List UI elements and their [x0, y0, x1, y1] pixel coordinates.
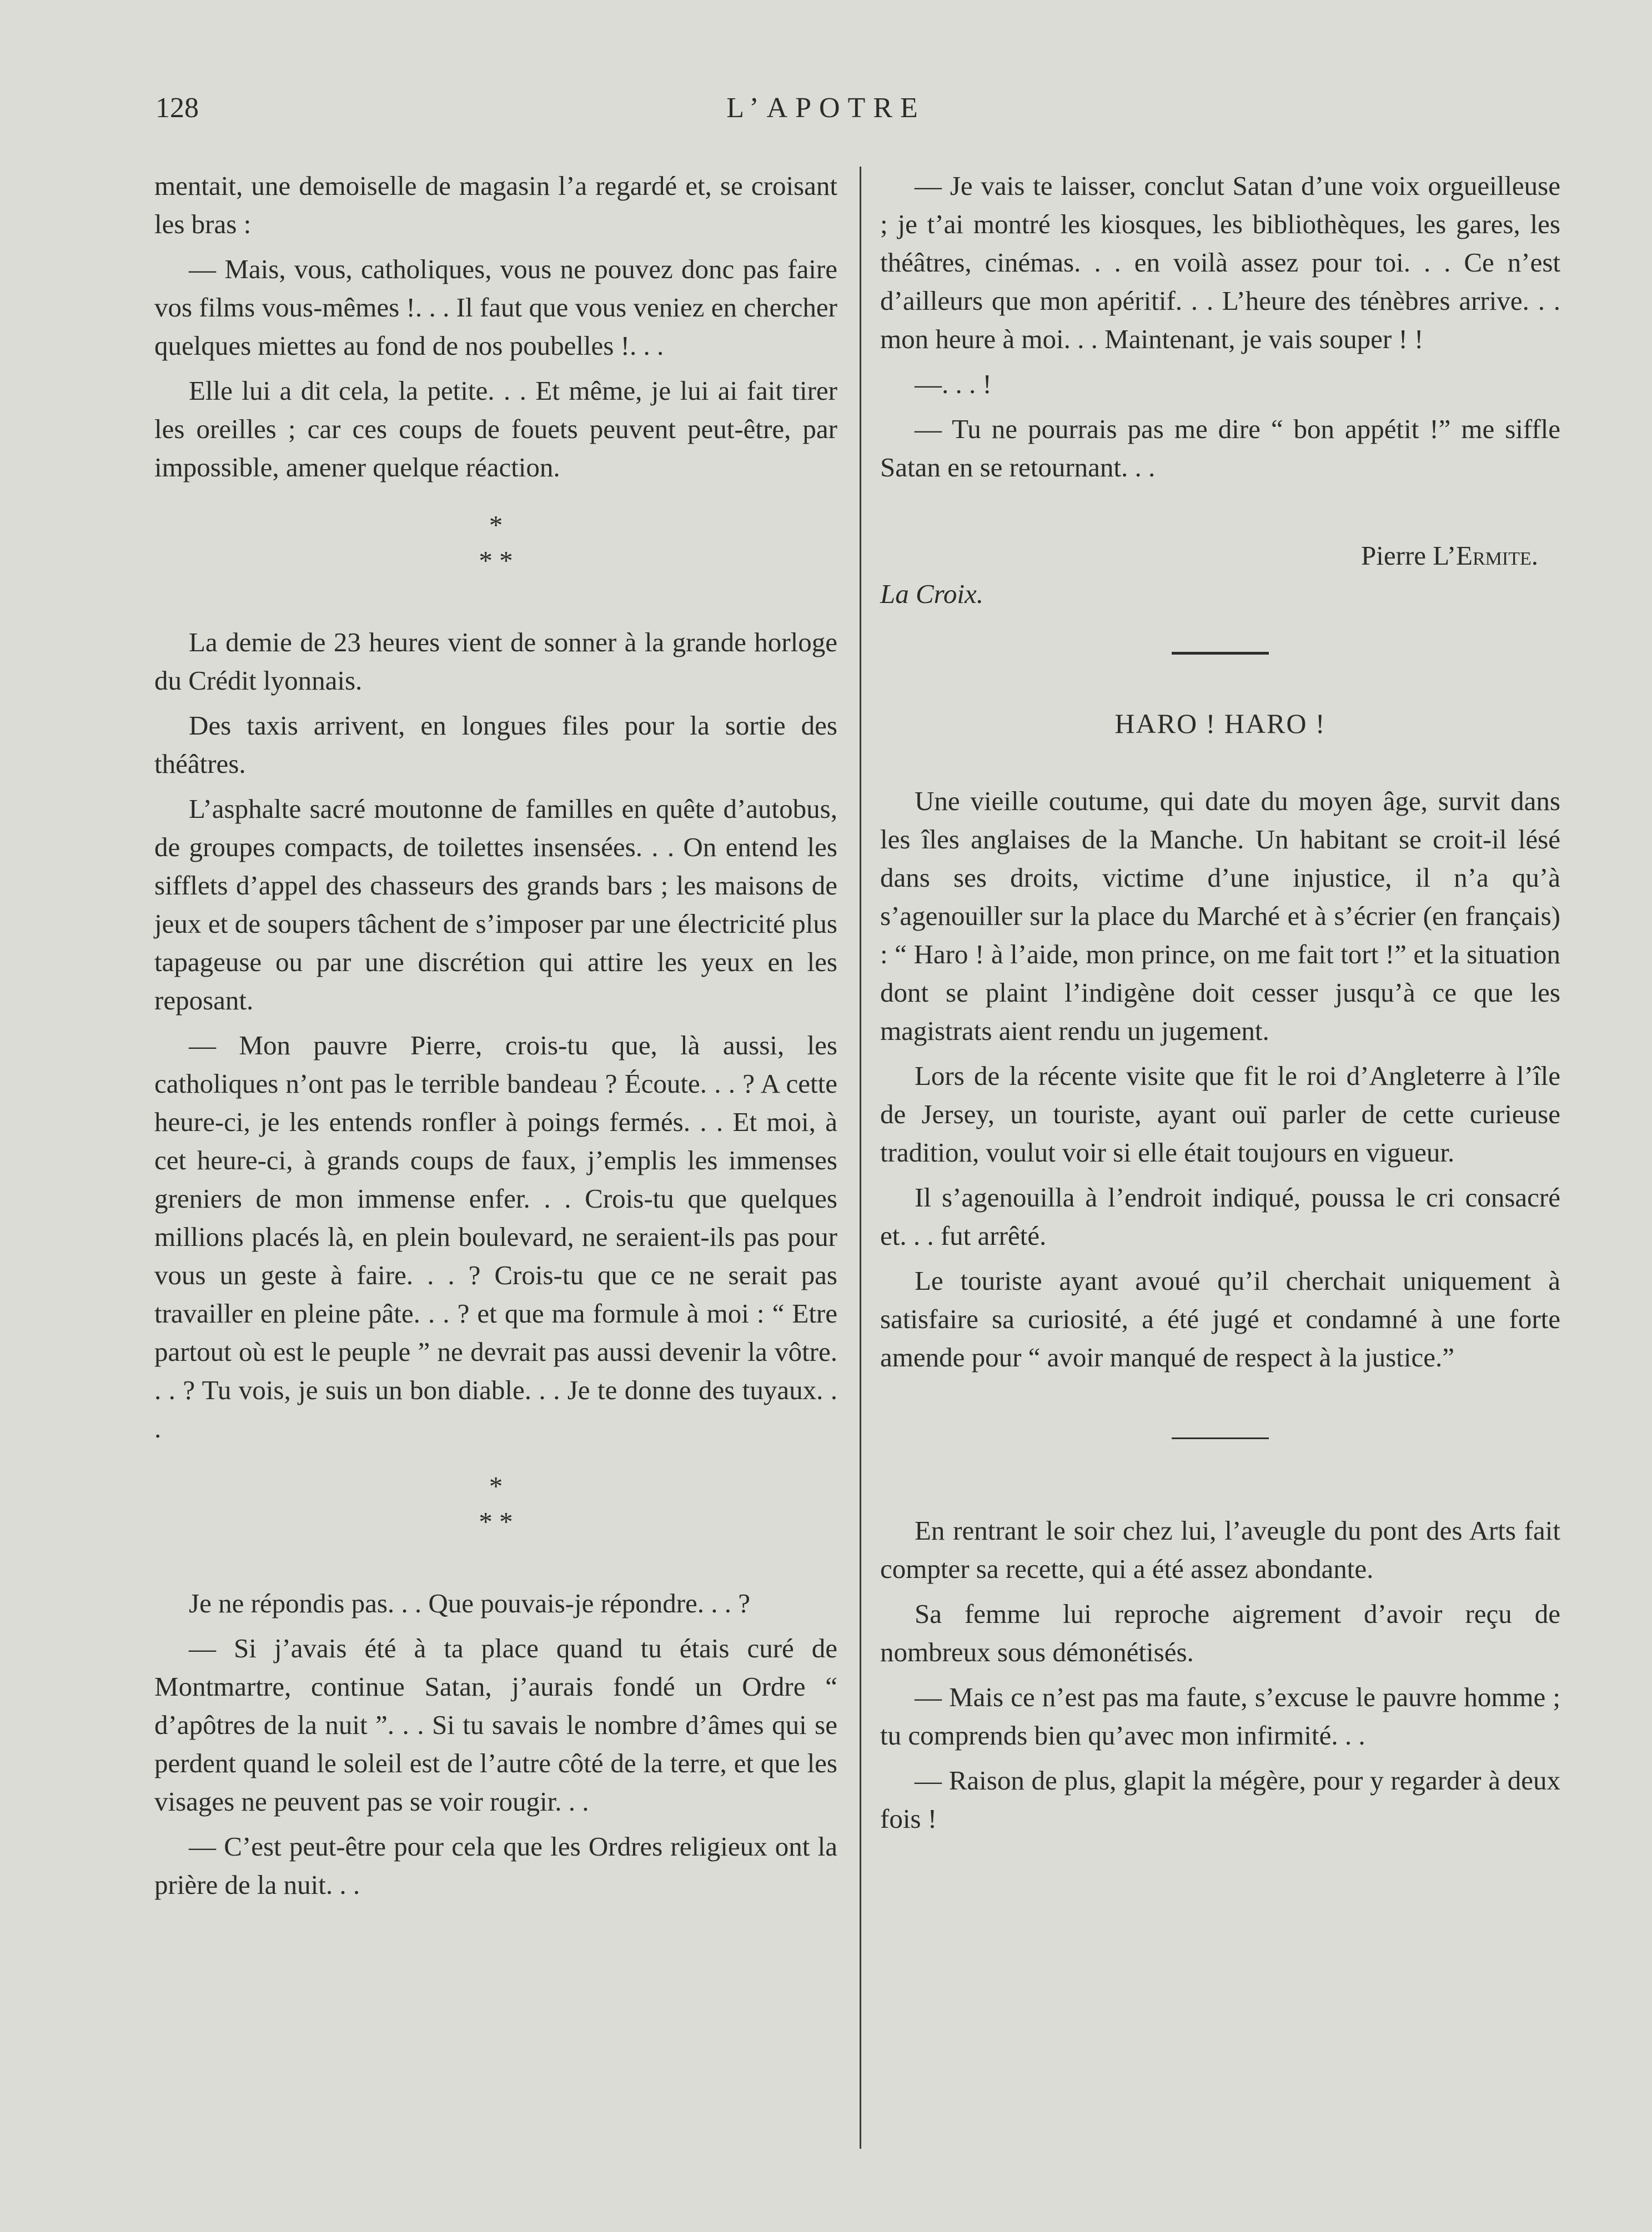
- section-break-asterism: [154, 507, 837, 579]
- signature-first: Pierre L’: [1361, 540, 1457, 571]
- paragraph: En rentrant le soir chez lui, l’aveugle du pont des Arts fait compter sa recette, qui a été assez abondante.: [880, 1515, 1560, 1584]
- asterism-top: *: [489, 1471, 503, 1501]
- paragraph: — Je vais te laisser, conclut Satan d’une voix orgueilleuse ; je t’ai montré les kiosques, les bibliothèques, les gares, les théâtres, cinémas. . . en voilà assez pour toi. . . Ce n’est d’ailleurs que mon apéritif. . . L’heure des ténèbres arrive. . . mon heure à moi. . . Maintenant, je vais souper ! !: [880, 170, 1560, 354]
- paragraph: Sa femme lui reproche aigrement d’avoir reçu de nombreux sous démonétisés.: [880, 1598, 1560, 1667]
- paragraph: — C’est peut-être pour cela que les Ordres religieux ont la prière de la nuit. . .: [154, 1831, 837, 1900]
- paragraph: mentait, une demoiselle de magasin l’a regardé et, se croisant les bras :: [154, 170, 837, 239]
- asterism-top: *: [489, 510, 503, 540]
- running-title: L’APOTRE: [726, 92, 926, 124]
- separator-rule: [1172, 652, 1269, 655]
- column-divider: [860, 167, 861, 2149]
- paragraph: Je ne répondis pas. . . Que pouvais-je répondre. . . ?: [189, 1588, 751, 1618]
- paragraph: Une vieille coutume, qui date du moyen âge, survit dans les îles anglaises de la Manche. Un habitant se croit-il lésé dans ses droits, victime d’une injustice, il n’a qu’à s’agenouiller sur la place du Marché et à s’écrier (en français) : “ Haro ! à l’aide, mon prince, on me fait tort !” et la situation dont se plaint l’indigène doit cesser jusqu’à ce que les magistrats aient rendu un jugement.: [880, 786, 1560, 1046]
- paragraph: — Mais ce n’est pas ma faute, s’excuse le pauvre homme ; tu comprends bien qu’avec mon infirmité. . .: [880, 1682, 1560, 1751]
- source-citation: La Croix.: [880, 579, 984, 609]
- paragraph: — Tu ne pourrais pas me dire “ bon appétit !” me siffle Satan en se retournant. . .: [880, 414, 1560, 482]
- paragraph: —. . . !: [915, 369, 992, 399]
- asterism-bottom: * *: [479, 545, 513, 576]
- paragraph: Le touriste ayant avoué qu’il cherchait uniquement à satisfaire sa curiosité, a été jugé et condamné à une forte amende pour “ avoir manqué de respect à la justice.”: [880, 1265, 1560, 1373]
- paragraph: Elle lui a dit cela, la petite. . . Et même, je lui ai fait tirer les oreilles ; car ces coups de fouets peuvent peut-être, par impossible, amener quelque réaction.: [154, 375, 837, 482]
- paragraph: — Raison de plus, glapit la mégère, pour y regarder à deux fois !: [880, 1765, 1560, 1834]
- paragraph: Lors de la récente visite que fit le roi d’Angleterre à l’île de Jersey, un touriste, ayant ouï parler de cette curieuse tradition, voulut voir si elle était toujours en vigueur.: [880, 1060, 1560, 1168]
- paragraph: L’asphalte sacré moutonne de familles en quête d’autobus, de groupes compacts, de toilettes insensées. . . On entend les sifflets d’appel des chasseurs des grands bars ; les maisons de jeux et de soupers tâchent de s’imposer par une électricité plus tapageuse ou par une discrétion qui attire les yeux en les reposant.: [154, 793, 837, 1016]
- paragraph: Il s’agenouilla à l’endroit indiqué, poussa le cri consacré et. . . fut arrêté.: [880, 1182, 1560, 1251]
- page-number: 128: [155, 92, 199, 124]
- right-column: [880, 167, 1560, 1844]
- paragraph: Des taxis arrivent, en longues files pour la sortie des théâtres.: [154, 710, 837, 779]
- paragraph: — Mais, vous, catholiques, vous ne pouvez donc pas faire vos films vous-mêmes !. . . Il faut que vous veniez en chercher quelques miettes au fond de nos poubelles !. . .: [154, 254, 837, 361]
- section-break-asterism: [154, 1469, 837, 1540]
- signature-last: Ermite.: [1456, 540, 1538, 571]
- author-signature: [880, 536, 1538, 575]
- paragraph: La demie de 23 heures vient de sonner à la grande horloge du Crédit lyonnais.: [154, 627, 837, 696]
- asterism-bottom: * *: [479, 1506, 513, 1537]
- separator-rule: [1172, 1437, 1269, 1439]
- left-column: [154, 167, 837, 1911]
- section-title: HARO ! HARO !: [1114, 708, 1326, 739]
- paragraph: — Si j’avais été à ta place quand tu étais curé de Montmartre, continue Satan, j’aurais fondé un Ordre “ d’apôtres de la nuit ”. . . Si tu savais le nombre d’âmes qui se perdent quand le soleil est de l’autre côté de la terre, et que les visages ne peuvent pas se voir rougir. . .: [154, 1633, 837, 1817]
- paragraph: — Mon pauvre Pierre, crois-tu que, là aussi, les catholiques n’ont pas le terrible bandeau ? Écoute. . . ? A cette heure-ci, je les entends ronfler à poings fermés. . . Et moi, à cet heure-ci, à grands coups de faux, j’emplis les immenses greniers de mon immense enfer. . . Crois-tu que quelques millions placés là, en plein boulevard, ne seraient-ils pas pour vous un geste à faire. . . ? Crois-tu que ce ne serait pas travailler en pleine pâte. . . ? et que ma formule à moi : “ Etre partout où est le peuple ” ne devrait pas aussi devenir la vôtre. . . ? Tu vois, je suis un bon diable. . . Je te donne des tuyaux. . .: [154, 1030, 837, 1444]
